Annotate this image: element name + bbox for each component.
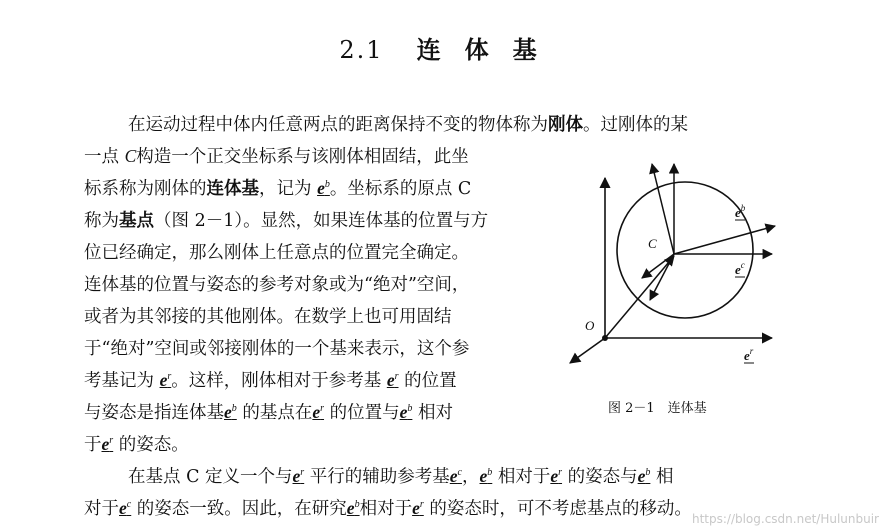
vector-er: $e^r$: [550, 466, 563, 486]
text: 与姿态是指连体基: [84, 403, 224, 423]
text: 标系称为刚体的: [84, 179, 207, 199]
text: 的位置与: [324, 403, 400, 423]
var-c: C: [124, 146, 137, 166]
text: （图 2－1）。显然，如果连体基的位置与方: [154, 211, 489, 231]
text: 平行的辅助参考基: [304, 467, 450, 487]
term-base-point: 基点: [119, 211, 154, 231]
vector-eb: $e^b$: [479, 466, 493, 486]
position-vector: [605, 256, 674, 338]
text: 在基点 C 定义一个与: [128, 467, 293, 487]
figure-caption: 图 2－1 连体基: [608, 401, 707, 416]
title-char-1: 连: [416, 35, 443, 64]
section-number: 2.1: [339, 36, 384, 64]
text: 考基记为: [84, 371, 160, 391]
figure-body-basis: [560, 150, 810, 380]
p1-line-1: [128, 111, 688, 136]
p1-line-10: [84, 399, 453, 424]
p1-line-6: 连体基的位置与姿态的参考对象或为“绝对”空间，: [84, 275, 470, 295]
p1-line-9: [84, 367, 457, 392]
label-eb: $e^b$: [735, 203, 746, 220]
term-body-basis: 连体基: [206, 179, 259, 199]
vector-er: $e^r$: [292, 466, 305, 486]
vector-ec: $e^c$: [119, 498, 132, 518]
vector-eb: $e^b$: [637, 466, 651, 486]
p1-line-8: 于“绝对”空间或邻接刚体的一个基来表示，这个参: [84, 339, 470, 359]
text: 的基点在: [236, 403, 313, 423]
p1-line-5: 位已经确定，那么刚体上任意点的位置完全确定。: [84, 243, 469, 263]
label-ec: $e^c$: [735, 260, 745, 277]
p1-line-7: 或者为其邻接的其他刚体。在数学上也可用固结: [84, 307, 452, 327]
p1-line-3: [84, 175, 471, 200]
text: 在运动过程中体内任意两点的距离保持不变的物体称为: [128, 115, 548, 135]
p1-line-11: [84, 431, 189, 456]
rigid-body-circle: [617, 182, 753, 318]
text: 的姿态一致。因此，在研究: [131, 499, 347, 519]
text: 。这样，刚体相对于参考基: [171, 371, 387, 391]
text: 的姿态时，可不考虑基点的移动。: [423, 499, 692, 519]
label-o: O: [585, 318, 595, 333]
p1-line-2: [84, 143, 469, 168]
text: 构造一个正交坐标系与该刚体相固结，此坐: [136, 147, 469, 167]
text: ，: [462, 467, 480, 487]
text: 一点: [84, 147, 125, 167]
text: 。过刚体的某: [583, 115, 688, 135]
text: 相对: [412, 403, 453, 423]
text: 的位置: [398, 371, 457, 391]
title-char-2: 体: [464, 35, 491, 64]
vector-er: $e^r$: [312, 402, 325, 422]
text: 。坐标系的原点 C: [329, 179, 472, 199]
vector-eb: $e^b$: [346, 498, 360, 518]
text: 的姿态与: [562, 467, 638, 487]
text: 的姿态。: [113, 435, 189, 455]
vector-er: $e^r$: [159, 370, 172, 390]
p2-line-2: [84, 495, 692, 520]
text: ，记为: [259, 179, 318, 199]
watermark: https://blog.csdn.net/Hulunbuir: [691, 512, 879, 526]
label-er: $e^r$: [744, 346, 754, 363]
text: 相对于: [359, 499, 413, 519]
text: 于: [84, 435, 102, 455]
text: 相: [650, 467, 674, 487]
p1-line-4: [84, 207, 488, 232]
text: 称为: [84, 211, 119, 231]
vector-ec: $e^c$: [449, 466, 462, 486]
text: 相对于: [492, 467, 551, 487]
p2-line-1: [128, 463, 673, 488]
text: 对于: [84, 499, 119, 519]
term-rigid-body: 刚体: [548, 115, 583, 135]
title-char-3: 基: [512, 35, 539, 64]
vector-eb: $e^b$: [317, 178, 330, 198]
label-c: C: [648, 236, 657, 251]
vector-er: $e^r$: [386, 370, 399, 390]
vector-eb: $e^b$: [399, 402, 413, 422]
vector-eb: $e^b$: [224, 402, 237, 422]
vector-er: $e^r$: [412, 498, 424, 518]
vector-er: $e^r$: [101, 434, 114, 454]
section-title: [0, 30, 889, 65]
